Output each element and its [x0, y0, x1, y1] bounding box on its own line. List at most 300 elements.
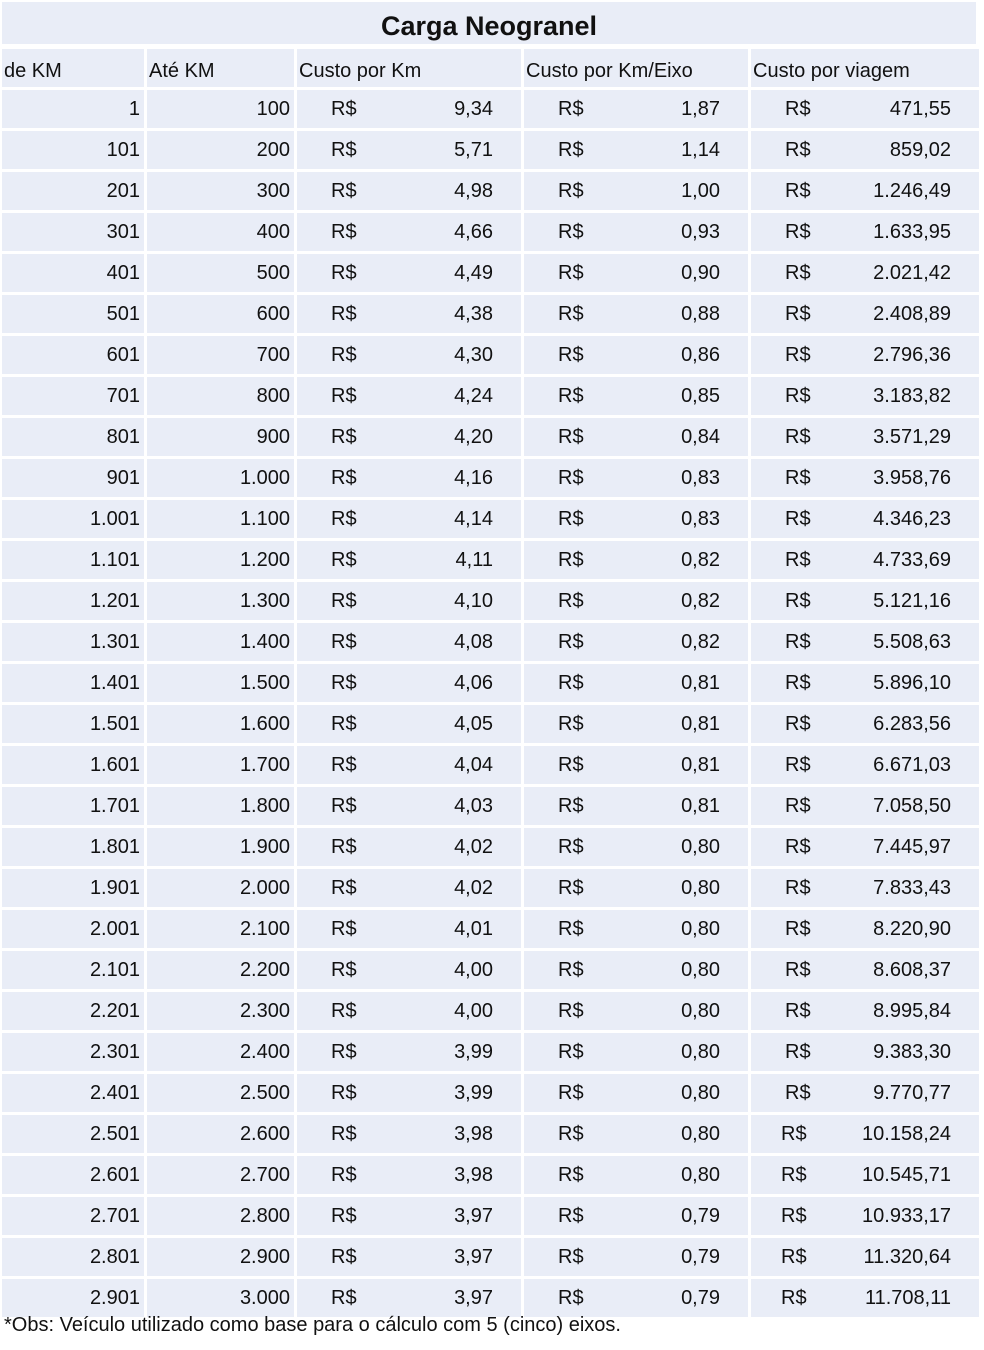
cell-de-km: 2.001 [2, 910, 144, 948]
cell-custo-por-viagem [751, 1197, 979, 1235]
header-row [2, 49, 979, 87]
amount-value: 4,10 [454, 590, 493, 612]
cell-de-km: 901 [2, 459, 144, 497]
amount-value: 11.708,11 [864, 1287, 951, 1309]
currency-label: R$ [331, 713, 357, 735]
cell-custo-por-viagem [751, 1115, 979, 1153]
cell-custo-por-km-eixo [524, 582, 748, 620]
cell-custo-por-km [297, 1279, 521, 1317]
cell-de-km: 101 [2, 131, 144, 169]
amount-value: 1,00 [681, 180, 720, 202]
cell-custo-por-km [297, 1033, 521, 1071]
cell-custo-por-km [297, 746, 521, 784]
table-row [2, 787, 979, 825]
cell-custo-por-viagem [751, 1033, 979, 1071]
currency-label: R$ [558, 836, 584, 858]
currency-label: R$ [331, 385, 357, 407]
cell-de-km: 301 [2, 213, 144, 251]
currency-label: R$ [558, 1205, 584, 1227]
table-row [2, 664, 979, 702]
amount-value: 7.445,97 [873, 836, 951, 858]
cell-ate-km: 1.700 [147, 746, 294, 784]
currency-label: R$ [785, 672, 811, 694]
currency-label: R$ [331, 549, 357, 571]
currency-label: R$ [785, 631, 811, 653]
table-row [2, 500, 979, 538]
amount-value: 0,82 [681, 590, 720, 612]
amount-value: 4,38 [454, 303, 493, 325]
cell-custo-por-km [297, 1197, 521, 1235]
amount-value: 4,16 [454, 467, 493, 489]
amount-value: 8.995,84 [873, 1000, 951, 1022]
currency-label: R$ [331, 590, 357, 612]
currency-label: R$ [781, 1123, 807, 1145]
currency-label: R$ [331, 672, 357, 694]
cell-custo-por-viagem [751, 705, 979, 743]
currency-label: R$ [781, 1287, 807, 1309]
amount-value: 3,97 [454, 1287, 493, 1309]
currency-label: R$ [331, 836, 357, 858]
amount-value: 0,93 [681, 221, 720, 243]
cell-custo-por-viagem [751, 1279, 979, 1317]
table-row [2, 1033, 979, 1071]
cell-custo-por-km-eixo [524, 131, 748, 169]
table-row [2, 1279, 979, 1317]
currency-label: R$ [331, 795, 357, 817]
cell-ate-km: 2.800 [147, 1197, 294, 1235]
amount-value: 3,99 [454, 1041, 493, 1063]
cell-custo-por-viagem [751, 1238, 979, 1276]
cell-custo-por-km-eixo [524, 336, 748, 374]
cell-de-km: 2.201 [2, 992, 144, 1030]
amount-value: 6.283,56 [873, 713, 951, 735]
amount-value: 5.508,63 [873, 631, 951, 653]
amount-value: 3,97 [454, 1205, 493, 1227]
cell-de-km: 2.501 [2, 1115, 144, 1153]
amount-value: 4,02 [454, 877, 493, 899]
currency-label: R$ [785, 1000, 811, 1022]
cell-custo-por-km-eixo [524, 254, 748, 292]
amount-value: 4,00 [454, 1000, 493, 1022]
currency-label: R$ [558, 221, 584, 243]
currency-label: R$ [785, 836, 811, 858]
cell-de-km: 1.201 [2, 582, 144, 620]
cell-ate-km: 1.800 [147, 787, 294, 825]
currency-label: R$ [331, 1164, 357, 1186]
cell-custo-por-km-eixo [524, 541, 748, 579]
cell-de-km: 401 [2, 254, 144, 292]
cell-custo-por-km-eixo [524, 295, 748, 333]
cell-de-km: 1.001 [2, 500, 144, 538]
cell-de-km: 2.601 [2, 1156, 144, 1194]
cell-custo-por-km [297, 951, 521, 989]
amount-value: 3.958,76 [873, 467, 951, 489]
amount-value: 7.833,43 [873, 877, 951, 899]
amount-value: 0,83 [681, 467, 720, 489]
currency-label: R$ [558, 98, 584, 120]
cell-custo-por-km-eixo [524, 992, 748, 1030]
table-row [2, 336, 979, 374]
currency-label: R$ [331, 508, 357, 530]
currency-label: R$ [331, 303, 357, 325]
cell-ate-km: 2.500 [147, 1074, 294, 1112]
amount-value: 3.183,82 [873, 385, 951, 407]
cell-custo-por-km-eixo [524, 1115, 748, 1153]
cell-ate-km: 3.000 [147, 1279, 294, 1317]
currency-label: R$ [785, 385, 811, 407]
amount-value: 0,82 [681, 631, 720, 653]
currency-label: R$ [785, 98, 811, 120]
amount-value: 10.933,17 [862, 1205, 951, 1227]
currency-label: R$ [558, 549, 584, 571]
currency-label: R$ [331, 344, 357, 366]
cell-de-km: 2.101 [2, 951, 144, 989]
amount-value: 2.021,42 [873, 262, 951, 284]
table-row [2, 295, 979, 333]
currency-label: R$ [785, 139, 811, 161]
table-row [2, 254, 979, 292]
currency-label: R$ [558, 508, 584, 530]
table-row [2, 172, 979, 210]
currency-label: R$ [558, 754, 584, 776]
currency-label: R$ [785, 549, 811, 571]
amount-value: 0,80 [681, 877, 720, 899]
currency-label: R$ [558, 631, 584, 653]
header-custo-por-viagem: Custo por viagem [751, 49, 979, 87]
currency-label: R$ [785, 713, 811, 735]
cell-custo-por-viagem [751, 541, 979, 579]
currency-label: R$ [781, 1205, 807, 1227]
amount-value: 0,80 [681, 918, 720, 940]
amount-value: 6.671,03 [873, 754, 951, 776]
cell-custo-por-km-eixo [524, 1156, 748, 1194]
currency-label: R$ [558, 1123, 584, 1145]
currency-label: R$ [785, 467, 811, 489]
amount-value: 3,98 [454, 1164, 493, 1186]
amount-value: 0,80 [681, 1123, 720, 1145]
cell-custo-por-km-eixo [524, 213, 748, 251]
cell-de-km: 1.901 [2, 869, 144, 907]
cell-ate-km: 800 [147, 377, 294, 415]
amount-value: 4,08 [454, 631, 493, 653]
cell-ate-km: 1.000 [147, 459, 294, 497]
cell-custo-por-viagem [751, 336, 979, 374]
cell-custo-por-km [297, 1238, 521, 1276]
header-ate-km: Até KM [147, 49, 294, 87]
amount-value: 4,04 [454, 754, 493, 776]
currency-label: R$ [331, 754, 357, 776]
cell-ate-km: 2.100 [147, 910, 294, 948]
cell-de-km: 2.401 [2, 1074, 144, 1112]
amount-value: 5.121,16 [873, 590, 951, 612]
cell-ate-km: 1.100 [147, 500, 294, 538]
currency-label: R$ [331, 1205, 357, 1227]
cell-custo-por-km-eixo [524, 500, 748, 538]
cell-de-km: 1.101 [2, 541, 144, 579]
cell-custo-por-km [297, 828, 521, 866]
cell-custo-por-km [297, 582, 521, 620]
currency-label: R$ [331, 1246, 357, 1268]
currency-label: R$ [558, 1164, 584, 1186]
amount-value: 0,80 [681, 1000, 720, 1022]
cell-custo-por-km [297, 1074, 521, 1112]
cell-ate-km: 1.200 [147, 541, 294, 579]
cell-ate-km: 2.700 [147, 1156, 294, 1194]
amount-value: 9.770,77 [873, 1082, 951, 1104]
amount-value: 1,14 [681, 139, 720, 161]
table-row [2, 131, 979, 169]
header-custo-por-km: Custo por Km [297, 49, 521, 87]
table-row [2, 213, 979, 251]
cell-custo-por-km [297, 254, 521, 292]
cell-ate-km: 300 [147, 172, 294, 210]
amount-value: 0,79 [681, 1205, 720, 1227]
cell-de-km: 1.301 [2, 623, 144, 661]
currency-label: R$ [785, 426, 811, 448]
currency-label: R$ [331, 221, 357, 243]
currency-label: R$ [558, 918, 584, 940]
table-row [2, 541, 979, 579]
table-row [2, 869, 979, 907]
table-row [2, 992, 979, 1030]
amount-value: 0,80 [681, 1164, 720, 1186]
cell-custo-por-km-eixo [524, 951, 748, 989]
cell-de-km: 1.701 [2, 787, 144, 825]
header-de-km: de KM [2, 49, 144, 87]
currency-label: R$ [785, 754, 811, 776]
cell-ate-km: 1.500 [147, 664, 294, 702]
cell-ate-km: 500 [147, 254, 294, 292]
amount-value: 3,98 [454, 1123, 493, 1145]
amount-value: 4,05 [454, 713, 493, 735]
cell-custo-por-km [297, 910, 521, 948]
cell-custo-por-km-eixo [524, 172, 748, 210]
amount-value: 0,80 [681, 1041, 720, 1063]
cell-custo-por-km-eixo [524, 1033, 748, 1071]
currency-label: R$ [558, 672, 584, 694]
amount-value: 4,00 [454, 959, 493, 981]
cell-custo-por-km [297, 705, 521, 743]
cell-de-km: 2.901 [2, 1279, 144, 1317]
currency-label: R$ [785, 180, 811, 202]
amount-value: 7.058,50 [873, 795, 951, 817]
currency-label: R$ [331, 918, 357, 940]
amount-value: 0,80 [681, 836, 720, 858]
amount-value: 5.896,10 [873, 672, 951, 694]
cell-custo-por-viagem [751, 787, 979, 825]
cell-de-km: 601 [2, 336, 144, 374]
cell-custo-por-km-eixo [524, 418, 748, 456]
cell-custo-por-viagem [751, 172, 979, 210]
amount-value: 0,85 [681, 385, 720, 407]
amount-value: 11.320,64 [863, 1246, 951, 1268]
amount-value: 4,03 [454, 795, 493, 817]
cell-ate-km: 1.900 [147, 828, 294, 866]
amount-value: 4,66 [454, 221, 493, 243]
cell-custo-por-km-eixo [524, 1279, 748, 1317]
table-row [2, 90, 979, 128]
cell-ate-km: 400 [147, 213, 294, 251]
cell-custo-por-km [297, 1156, 521, 1194]
currency-label: R$ [558, 1082, 584, 1104]
cell-custo-por-viagem [751, 664, 979, 702]
cell-custo-por-km-eixo [524, 623, 748, 661]
cell-de-km: 1 [2, 90, 144, 128]
cell-de-km: 201 [2, 172, 144, 210]
cell-custo-por-km-eixo [524, 1197, 748, 1235]
amount-value: 4.346,23 [873, 508, 951, 530]
table-row [2, 418, 979, 456]
amount-value: 471,55 [889, 98, 951, 120]
cell-custo-por-viagem [751, 582, 979, 620]
amount-value: 0,83 [681, 508, 720, 530]
currency-label: R$ [785, 918, 811, 940]
cell-de-km: 701 [2, 377, 144, 415]
cost-table [0, 46, 982, 1320]
cell-custo-por-viagem [751, 869, 979, 907]
amount-value: 0,82 [681, 549, 720, 571]
currency-label: R$ [558, 467, 584, 489]
cell-de-km: 2.301 [2, 1033, 144, 1071]
amount-value: 1.633,95 [873, 221, 951, 243]
amount-value: 4,01 [454, 918, 493, 940]
currency-label: R$ [331, 180, 357, 202]
cell-custo-por-km-eixo [524, 1238, 748, 1276]
cell-ate-km: 2.300 [147, 992, 294, 1030]
cell-custo-por-km [297, 295, 521, 333]
amount-value: 9.383,30 [873, 1041, 951, 1063]
cell-de-km: 2.801 [2, 1238, 144, 1276]
amount-value: 10.158,24 [862, 1123, 951, 1145]
cell-custo-por-km-eixo [524, 1074, 748, 1112]
table-row [2, 705, 979, 743]
amount-value: 0,90 [681, 262, 720, 284]
cell-custo-por-viagem [751, 418, 979, 456]
currency-label: R$ [785, 590, 811, 612]
currency-label: R$ [331, 877, 357, 899]
currency-label: R$ [331, 631, 357, 653]
amount-value: 2.408,89 [873, 303, 951, 325]
currency-label: R$ [785, 877, 811, 899]
cell-custo-por-km [297, 131, 521, 169]
currency-label: R$ [558, 1287, 584, 1309]
table-row [2, 951, 979, 989]
cell-de-km: 2.701 [2, 1197, 144, 1235]
table-row [2, 582, 979, 620]
cell-ate-km: 2.400 [147, 1033, 294, 1071]
amount-value: 4,24 [454, 385, 493, 407]
cell-custo-por-km [297, 459, 521, 497]
sheet-title: Carga Neogranel [2, 2, 976, 44]
table-row [2, 1238, 979, 1276]
cell-custo-por-km [297, 1115, 521, 1153]
cell-de-km: 1.501 [2, 705, 144, 743]
cell-custo-por-km-eixo [524, 377, 748, 415]
amount-value: 3,99 [454, 1082, 493, 1104]
currency-label: R$ [558, 385, 584, 407]
table-row [2, 623, 979, 661]
cell-custo-por-km [297, 500, 521, 538]
currency-label: R$ [331, 1041, 357, 1063]
amount-value: 4,20 [454, 426, 493, 448]
cell-de-km: 501 [2, 295, 144, 333]
cell-custo-por-viagem [751, 295, 979, 333]
currency-label: R$ [558, 795, 584, 817]
table-row [2, 1115, 979, 1153]
cell-de-km: 1.401 [2, 664, 144, 702]
currency-label: R$ [331, 1287, 357, 1309]
amount-value: 0,86 [681, 344, 720, 366]
cost-sheet [2, 2, 976, 1320]
currency-label: R$ [331, 262, 357, 284]
currency-label: R$ [331, 426, 357, 448]
cell-custo-por-km-eixo [524, 705, 748, 743]
amount-value: 3.571,29 [873, 426, 951, 448]
amount-value: 4,49 [454, 262, 493, 284]
cell-custo-por-km [297, 787, 521, 825]
amount-value: 0,81 [681, 672, 720, 694]
currency-label: R$ [558, 959, 584, 981]
currency-label: R$ [558, 139, 584, 161]
cell-custo-por-km-eixo [524, 910, 748, 948]
cell-ate-km: 1.400 [147, 623, 294, 661]
currency-label: R$ [785, 1082, 811, 1104]
cell-custo-por-viagem [751, 500, 979, 538]
amount-value: 10.545,71 [862, 1164, 951, 1186]
amount-value: 0,81 [681, 754, 720, 776]
cell-ate-km: 700 [147, 336, 294, 374]
currency-label: R$ [785, 344, 811, 366]
currency-label: R$ [785, 303, 811, 325]
cell-custo-por-viagem [751, 992, 979, 1030]
table-row [2, 1156, 979, 1194]
cell-custo-por-viagem [751, 623, 979, 661]
cell-custo-por-km [297, 664, 521, 702]
currency-label: R$ [558, 877, 584, 899]
cell-ate-km: 600 [147, 295, 294, 333]
table-row [2, 1197, 979, 1235]
amount-value: 0,81 [681, 795, 720, 817]
amount-value: 0,79 [681, 1246, 720, 1268]
amount-value: 4,30 [454, 344, 493, 366]
amount-value: 2.796,36 [873, 344, 951, 366]
cell-custo-por-km-eixo [524, 746, 748, 784]
currency-label: R$ [558, 713, 584, 735]
cell-custo-por-km [297, 541, 521, 579]
cell-ate-km: 2.900 [147, 1238, 294, 1276]
currency-label: R$ [785, 959, 811, 981]
amount-value: 1,87 [681, 98, 720, 120]
cell-custo-por-viagem [751, 910, 979, 948]
currency-label: R$ [558, 590, 584, 612]
amount-value: 4,98 [454, 180, 493, 202]
amount-value: 5,71 [454, 139, 493, 161]
amount-value: 0,81 [681, 713, 720, 735]
currency-label: R$ [785, 262, 811, 284]
cell-custo-por-km [297, 992, 521, 1030]
cell-custo-por-viagem [751, 377, 979, 415]
currency-label: R$ [331, 1000, 357, 1022]
cell-custo-por-km-eixo [524, 459, 748, 497]
amount-value: 8.220,90 [873, 918, 951, 940]
table-row [2, 377, 979, 415]
currency-label: R$ [331, 1082, 357, 1104]
cell-custo-por-viagem [751, 951, 979, 989]
cell-custo-por-km-eixo [524, 664, 748, 702]
amount-value: 4.733,69 [873, 549, 951, 571]
cell-custo-por-km-eixo [524, 787, 748, 825]
amount-value: 3,97 [454, 1246, 493, 1268]
